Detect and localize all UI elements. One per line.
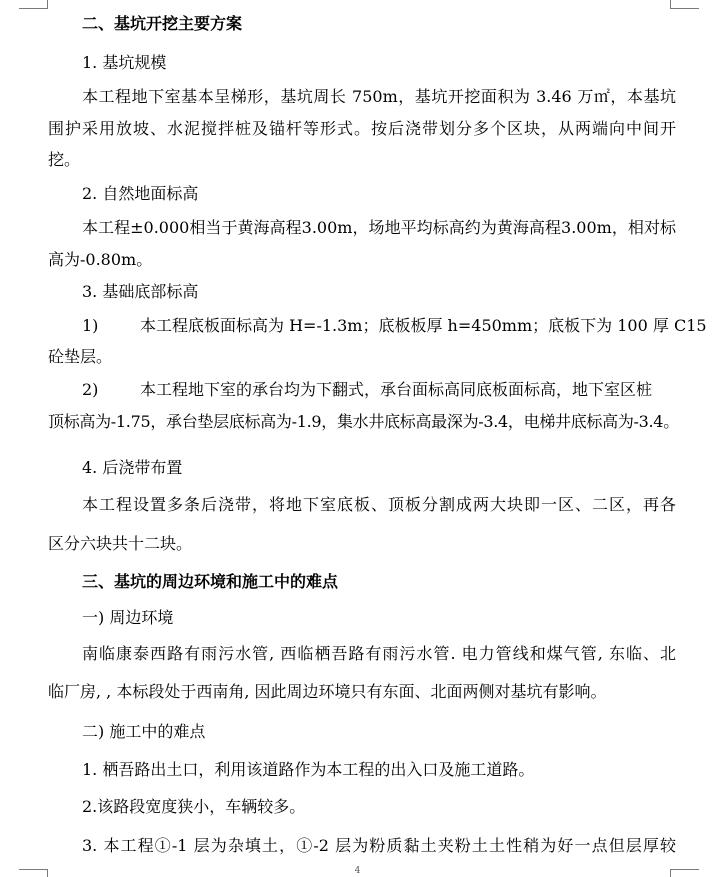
sub-heading-environment: 一) 周边环境 <box>82 608 174 627</box>
list-item-text: 本工程底板面标高为 H=-1.3m；底板板厚 h=450mm；底板下为 100 厚 C15 <box>140 316 707 335</box>
section-3-heading: 三、基坑的周边环境和施工中的难点 <box>82 572 339 591</box>
paragraph-line: 砼垫层。 <box>48 347 113 366</box>
list-item: 3. 本工程①-1 层为杂填土，①-2 层为粉质黏土夹粉土土性稍为好一点但层厚较 <box>82 836 676 855</box>
list-item-text: 本工程地下室的承台均为下翻式，承台面标高同底板面标高，地下室区桩 <box>140 380 653 399</box>
list-item: 2.该路段宽度狭小，车辆较多。 <box>82 797 306 816</box>
subsection-3-title: 3. 基础底部标高 <box>82 282 199 301</box>
paragraph-line: 本工程±0.000相当于黄海高程3.00m，场地平均标高约为黄海高程3.00m，相对标 <box>82 218 676 237</box>
crop-mark-top-right-v <box>670 0 671 9</box>
sub-heading-difficulties: 二) 施工中的难点 <box>82 722 206 741</box>
paragraph-line: 本工程地下室基本呈梯形，基坑周长 750m，基坑开挖面积为 3.46 万㎡，本基坑 <box>82 87 676 106</box>
list-item-number: 2) <box>82 380 99 399</box>
subsection-2-title: 2. 自然地面标高 <box>82 184 199 203</box>
crop-mark-top-left-v <box>47 0 48 9</box>
paragraph-line: 顶标高为-1.75，承台垫层底标高为-1.9，集水井底标高最深为-3.4，电梯井底标高为-3.4。 <box>48 412 679 431</box>
paragraph-line: 区分六块共十二块。 <box>48 534 193 553</box>
paragraph-line: 本工程设置多条后浇带，将地下室底板、顶板分割成两大块即一区、二区，再各 <box>82 495 676 514</box>
crop-mark-top-left-h <box>19 8 48 9</box>
crop-mark-top-right-h <box>670 8 699 9</box>
section-2-heading: 二、基坑开挖主要方案 <box>82 14 243 33</box>
list-item-number: 1) <box>82 316 99 335</box>
paragraph-line: 挖。 <box>48 150 81 169</box>
paragraph-line: 临厂房, , 本标段处于西南角, 因此周边环境只有东面、北面两侧对基坑有影响。 <box>48 682 607 701</box>
paragraph-line: 南临康泰西路有雨污水管, 西临栖吾路有雨污水管. 电力管线和煤气管, 东临、北 <box>82 644 676 663</box>
subsection-4-title: 4. 后浇带布置 <box>82 458 183 477</box>
paragraph-line: 围护采用放坡、水泥搅拌桩及锚杆等形式。按后浇带划分多个区块，从两端向中间开 <box>48 119 676 138</box>
list-item <box>82 316 707 336</box>
page-number: 4 <box>354 866 361 876</box>
paragraph-line: 高为-0.80m。 <box>48 250 153 269</box>
list-item: 1. 栖吾路出土口，利用该道路作为本工程的出入口及施工道路。 <box>82 760 535 779</box>
list-item <box>82 380 676 400</box>
subsection-1-title: 1. 基坑规模 <box>82 53 167 72</box>
